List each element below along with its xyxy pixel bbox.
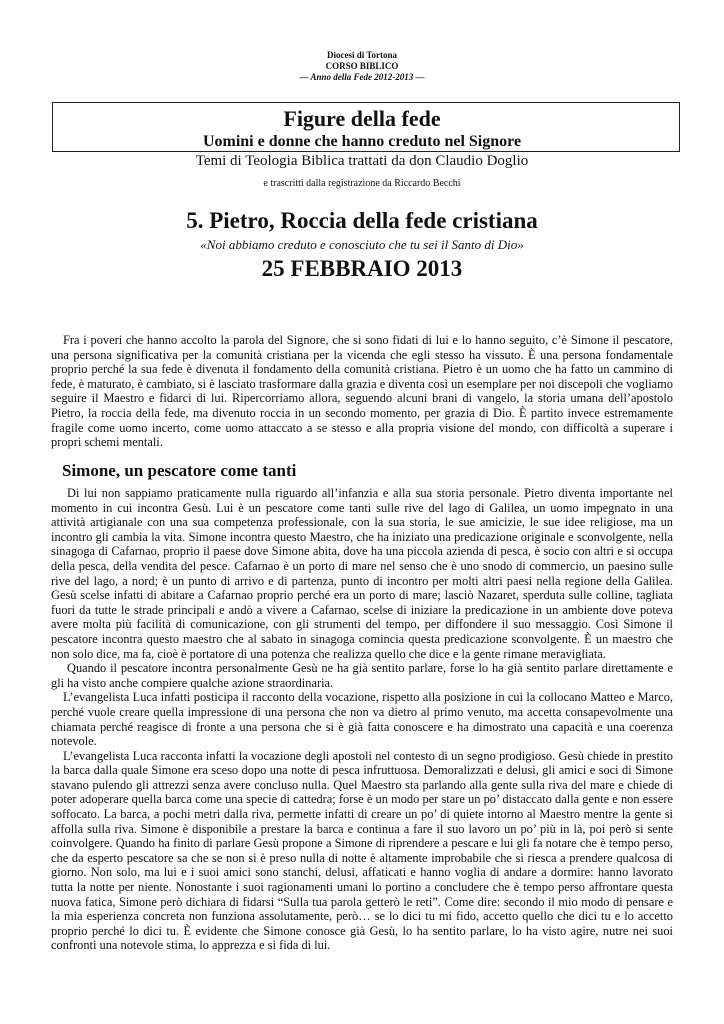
lesson-title: 5. Pietro, Roccia della fede cristiana: [186, 208, 538, 233]
lesson-quote: «Noi abbiamo creduto e conosciuto che tu sei il Santo di Dio»: [200, 237, 524, 252]
diocese-line: Diocesi di Tortona: [326, 50, 397, 60]
paragraph: Di lui non sappiamo praticamente nulla riguardo all’infanzia e alla sua storia personale. Pietro diventa importante nel momento in cui incontra Gesù. Lui è un pescatore come tanti sulle rive del lago di Galilea, un uomo impegnato in una attività artigianale con una sua competenza professionale, con la sua storia, le sue amicizie, le sue idee religiose, ma un incontro gli cambia la vita. Simone incontra questo Maestro, che ha iniziato una predicazione originale e sconvolgente, nella sinagoga di Cafarnao, proprio il paese dove Simone abita, dove ha una piccola azienda di pesca, è socio con altri e si occupa della pesca, della vendita del pesce. Cafarnao è un porto di mare nel senso che è uno snodo di commercio, un paesino sulle rive del lago, a nord; è un punto di arrivo e di partenza, punto di incontro per molti altri paesi nella regione della Galilea. Gesù scelse infatti di abitare a Cafarnao proprio perché era un porto di mare; lasciò Nazaret, sperduta sulle colline, tagliata fuori da tutte le strade principali e andò a vivere a Cafarnao, scelse di iniziare la predicazione in un ambiente dove poteva avere molta più facilità di comunicazione, con gli strumenti del tempo, per diffondere il suo messaggio. Così Simone il pescatore incontra questo maestro che al sabato in sinagoga comincia questa predicazione sconvolgente. È un maestro che non solo dice, ma fa, cioè è portatore di una potenza che realizza quello che dice e la gente rimane meravigliata.: [51, 486, 673, 661]
transcription-line: e trascritti dalla registrazione da Riccardo Becchi: [263, 178, 461, 189]
paragraph: L’evangelista Luca infatti posticipa il racconto della vocazione, rispetto alla posizione in cui la collocano Matteo e Marco, perché vuole creare quella impressione di una persona che non va dietro al primo venuto, ma accetta consapevolmente una chiamata perché reagisce di fronte a una persona che si è già fatta conoscere e ha dimostrato una capacità e una coerenza notevole.: [51, 690, 673, 749]
lesson-date: 25 FEBBRAIO 2013: [261, 256, 463, 281]
paragraph: L’evangelista Luca racconta infatti la vocazione degli apostoli nel contesto di un segno prodigioso. Gesù chiede in prestito la barca dalla quale Simone era sceso dopo una notte di pesca infruttuosa. Demoralizzati e delusi, gli amici e soci di Simone stavano pulendo gli attrezzi senza avere concluso nulla. Quel Maestro sta parlando alla gente sulla riva del mare e chiede di poter adoperare quella barca come una specie di cattedra; forse è un modo per stare un po’ distaccato dalla gente e non essere soffocato. La barca, a pochi metri dalla riva, permette infatti di creare un po’ di quiete intorno al Maestro mentre la gente si affolla sulla riva. Simone è disponibile a prestare la barca e continua a fare il suo lavoro un po’ più in là, poi però si sente coinvolgere. Quando ha finito di parlare Gesù propone a Simone di riprendere a pescare e lui gli fa notare che è tempo perso, che da esperto pescatore sa che se non si è preso nulla di notte è altamente improbabile che si riesca a prendere qualcosa di giorno. Non solo, ma lui e i suoi amici sono stanchi, delusi, affaticati e hanno voglia di andare a dormire: hanno lavorato tutta la notte per niente. Nonostante i suoi ragionamenti umani lo portino a concludere che è tempo perso affrontare questa nuova fatica, Simone però dichiara di fidarsi “Sulla tua parola getterò le reti”. Come dire: secondo il mio modo di pensare e la mia esperienza concreta non funziona assolutamente, però… se lo dici tu mi fido, accetto quello che dici tu e lo accetto proprio perché lo dici tu. È evidente che Simone conosce già Gesù, lo ha sentito parlare, lo ha visto agire, nutre nei suoi confronti una notevole stima, lo apprezza e si fida di lui.: [51, 748, 673, 953]
intro-paragraph: Fra i poveri che hanno accolto la parola del Signore, che si sono fidati di lui e lo hanno seguito, c’è Simone il pescatore, una persona significativa per la comunità cristiana per la vicenda che egli stesso ha vissuto. È una persona fondamentale proprio perché la sua fede è divenuta il fondamento della comunità cristiana. Pietro è un uomo che ha fatto un cammino di fede, è maturato, è cambiato, si è lasciato trasformare dalla grazia e diventa così un esemplare per noi discepoli che vogliamo seguire il Maestro e fidarci di lui. Ripercorriamo allora, seguendo alcuni brani di vangelo, la storia umana dell’apostolo Pietro, la roccia della fede, ma divenuto roccia in un secondo momento, per grazia di Dio. È partito invece estremamente fragile come uomo incerto, come uomo attaccato a se stesso e alla propria visione del mondo, con difficoltà a superare i propri schemi mentali.: [51, 333, 673, 450]
paragraph: Quando il pescatore incontra personalmente Gesù ne ha già sentito parlare, forse lo ha già sentito parlare direttamente e gli ha visto anche compiere qualche azione straordinaria.: [51, 661, 673, 690]
themes-line: Temi di Teologia Biblica trattati da don Claudio Doglio: [195, 153, 529, 169]
year-line: — Anno della Fede 2012-2013 —: [299, 72, 425, 82]
document-subtitle: Uomini e donne che hanno creduto nel Signore: [202, 133, 522, 150]
section-body: [51, 486, 673, 953]
document-header: [0, 50, 724, 83]
intro-section: [51, 333, 673, 450]
document-title: Figure della fede: [283, 106, 441, 131]
section-heading: Simone, un pescatore come tanti: [62, 461, 297, 480]
course-line: CORSO BIBLICO: [325, 61, 399, 71]
